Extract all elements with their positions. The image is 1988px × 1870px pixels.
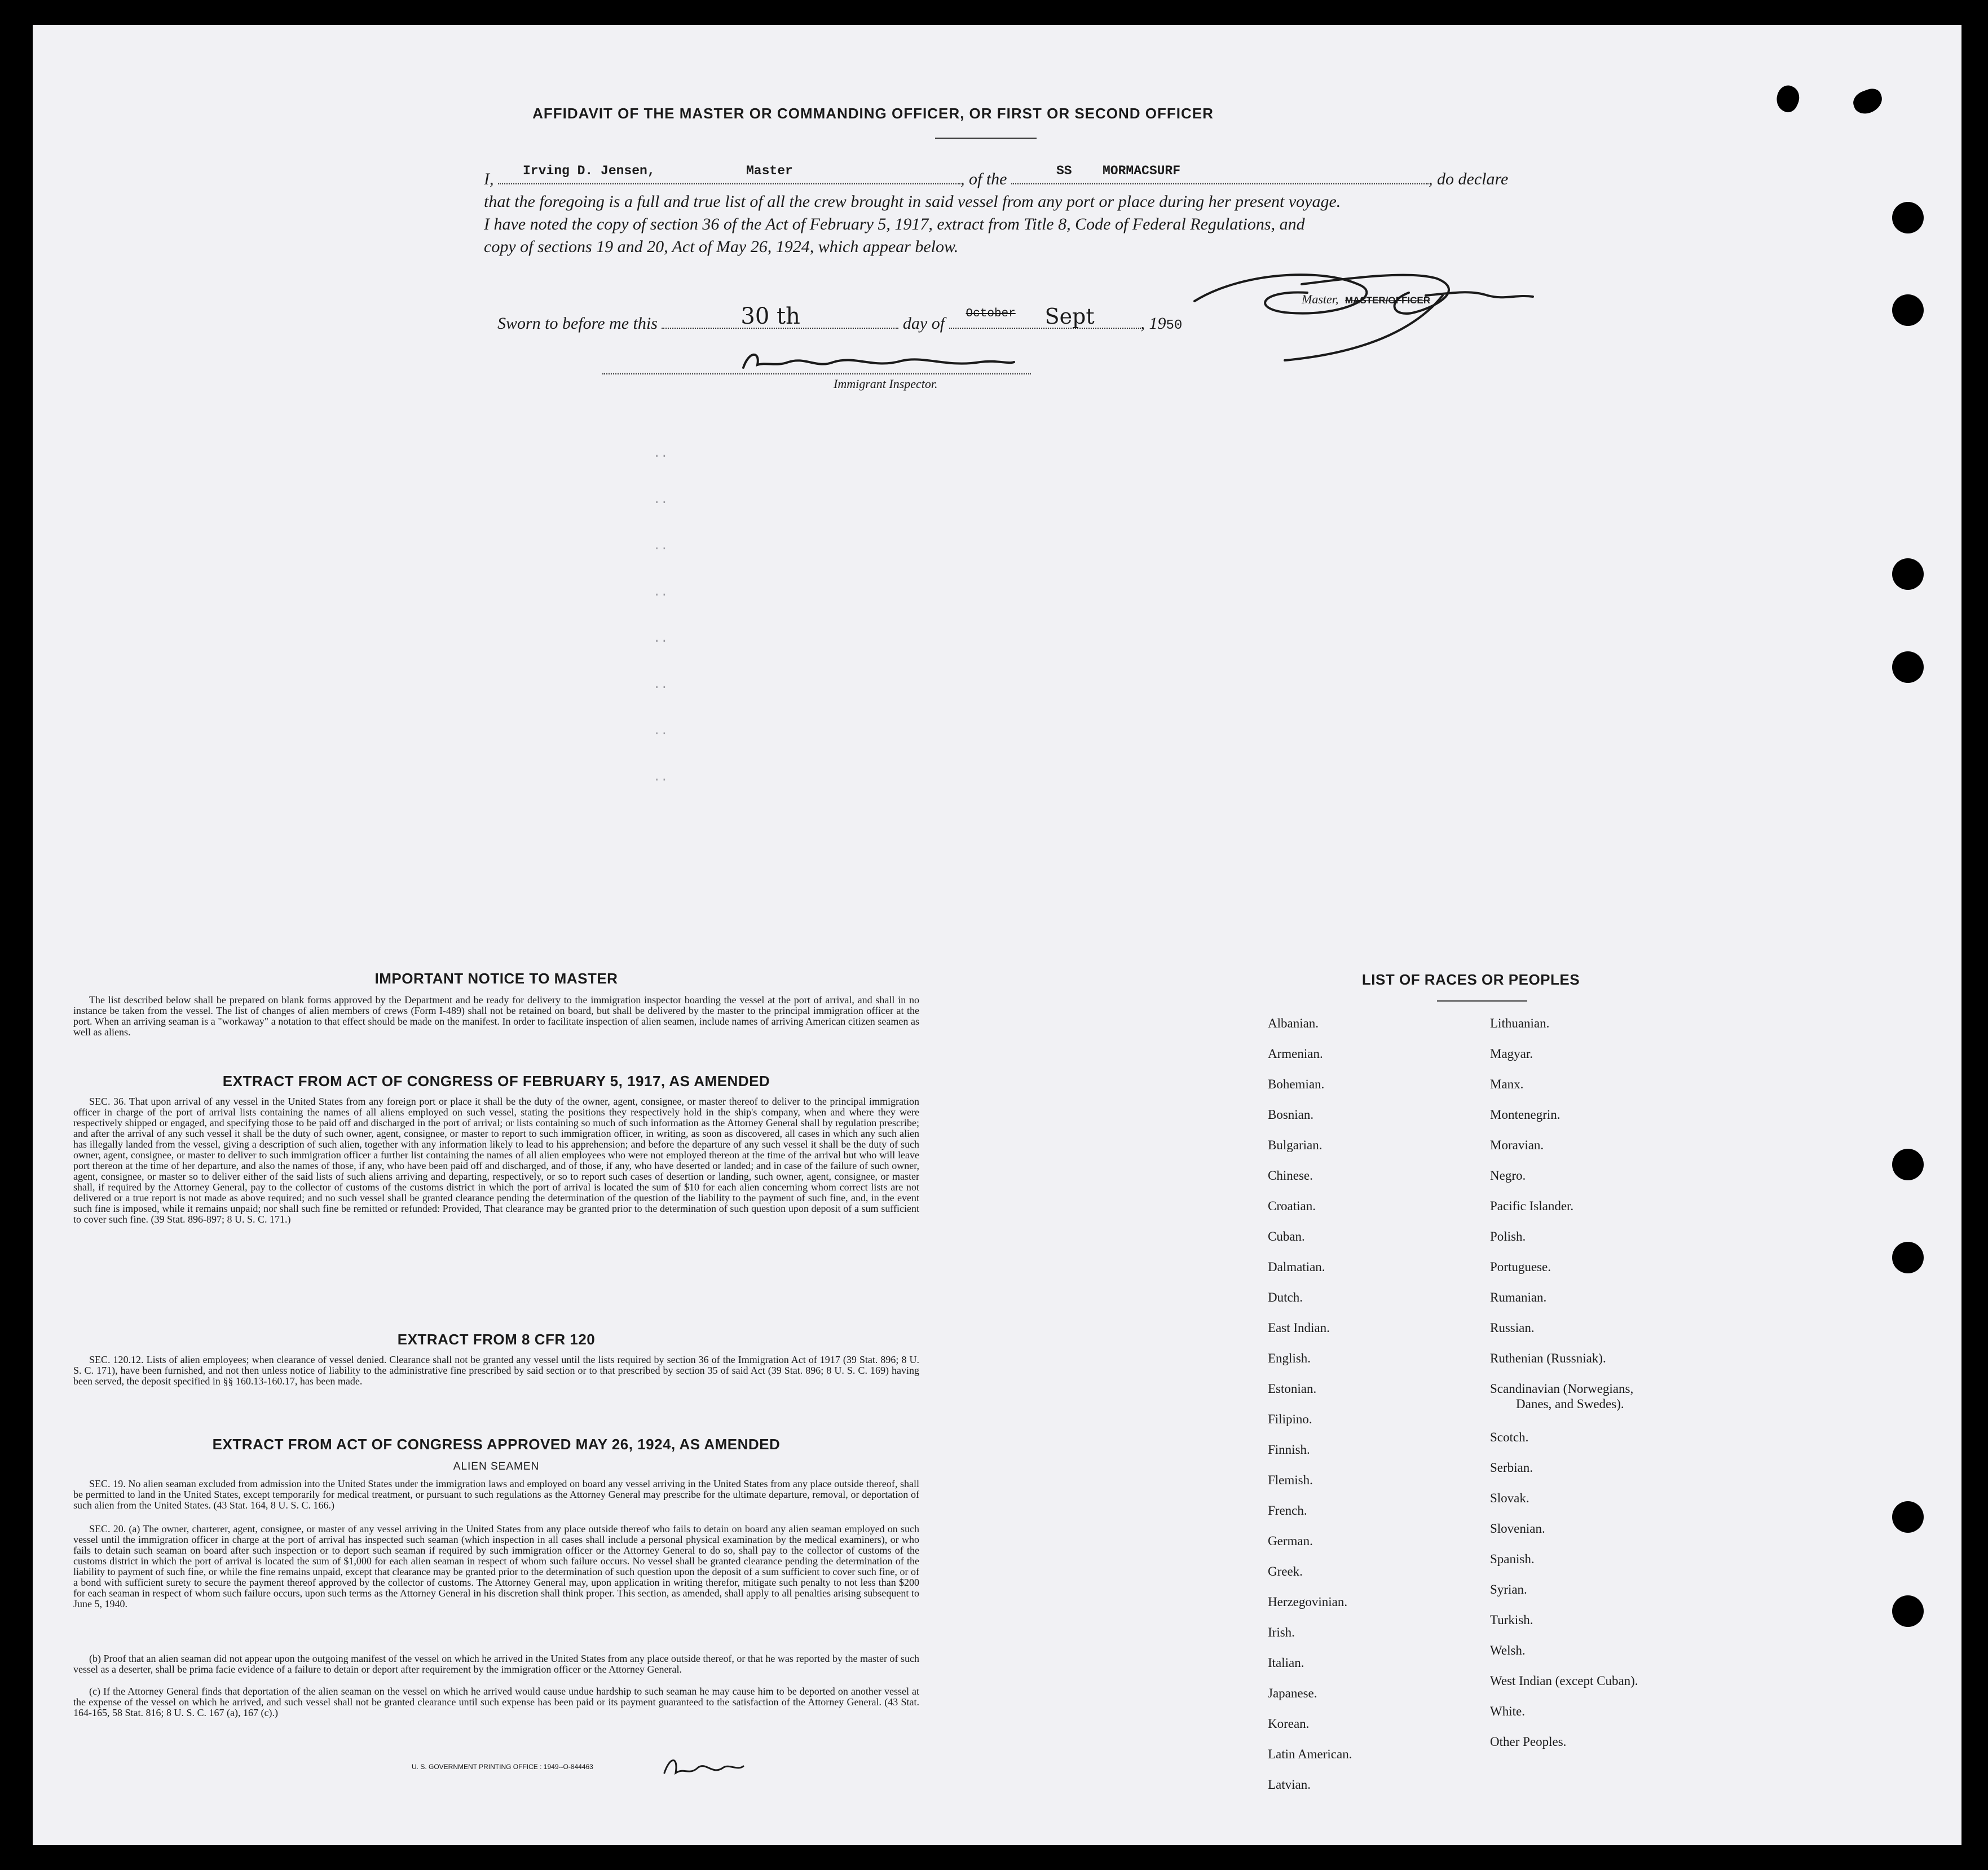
race-item: Filipino. bbox=[1268, 1412, 1312, 1426]
declaration-pronoun: I, bbox=[484, 170, 494, 188]
race-item: Armenian. bbox=[1268, 1047, 1323, 1061]
race-item: West Indian (except Cuban). bbox=[1490, 1674, 1638, 1688]
race-item: White. bbox=[1490, 1704, 1525, 1718]
race-item: Dalmatian. bbox=[1268, 1260, 1325, 1274]
signature-caption bbox=[1302, 292, 1430, 307]
race-item: Greek. bbox=[1268, 1564, 1303, 1578]
race-item: Magyar. bbox=[1490, 1047, 1533, 1061]
extract-8cfr-title: EXTRACT FROM 8 CFR 120 bbox=[397, 1331, 596, 1348]
sworn-label: Sworn to before me this bbox=[497, 314, 658, 333]
vessel-field[interactable] bbox=[1011, 164, 1429, 184]
race-item: Moravian. bbox=[1490, 1138, 1544, 1152]
inspector-caption: Immigrant Inspector. bbox=[834, 377, 938, 391]
race-item: Spanish. bbox=[1490, 1552, 1535, 1566]
vessel-name: MORMACSURF bbox=[1103, 164, 1181, 178]
extract-1924-sec20b: (b) Proof that an alien seaman did not appear upon the outgoing manifest of the vessel on which he arrived in the United States from any place outside thereof, or that he was reported by the master of such vessel as a deserter, shall be prima facie evidence of a failure to detain or deport after requirement by the immigration officer or the Attorney General. bbox=[73, 1653, 919, 1675]
race-item: Finnish. bbox=[1268, 1443, 1310, 1457]
race-item: Bohemian. bbox=[1268, 1077, 1325, 1091]
race-item: Irish. bbox=[1268, 1625, 1295, 1639]
punch-hole bbox=[1892, 294, 1924, 326]
race-item: Italian. bbox=[1268, 1656, 1304, 1670]
of-the-text: , of the bbox=[960, 170, 1007, 188]
ink-blot bbox=[1772, 82, 1804, 116]
race-item: Latvian. bbox=[1268, 1778, 1311, 1792]
races-title-rule bbox=[1437, 1000, 1527, 1002]
race-item: Japanese. bbox=[1268, 1686, 1317, 1700]
year-prefix: , 19 bbox=[1140, 314, 1166, 333]
race-item: Negro. bbox=[1490, 1168, 1526, 1183]
race-item: German. bbox=[1268, 1534, 1313, 1548]
declaration-line-2: that the foregoing is a full and true list of all the crew brought in said vessel from any port or place during her present voyage. bbox=[484, 192, 1341, 211]
race-item: Scandinavian (Norwegians, bbox=[1490, 1382, 1634, 1396]
punch-hole bbox=[1892, 1595, 1924, 1627]
ink-blot bbox=[1850, 86, 1886, 117]
do-declare-text: , do declare bbox=[1429, 170, 1509, 188]
race-item: Korean. bbox=[1268, 1717, 1310, 1731]
race-item: Lithuanian. bbox=[1490, 1016, 1550, 1030]
race-item: Croatian. bbox=[1268, 1199, 1316, 1213]
race-item: Estonian. bbox=[1268, 1382, 1317, 1396]
punch-hole bbox=[1892, 1501, 1924, 1533]
sworn-day-field[interactable] bbox=[662, 303, 898, 329]
declaration-line-3: I have noted the copy of section 36 of the Act of February 5, 1917, extract from Title 8, Code of Federal Regulations, and bbox=[484, 215, 1305, 233]
punch-hole bbox=[1892, 1149, 1924, 1180]
race-item: Slovak. bbox=[1490, 1491, 1529, 1505]
race-item: Ruthenian (Russniak). bbox=[1490, 1351, 1606, 1365]
race-item: Welsh. bbox=[1490, 1643, 1526, 1657]
affidavit-title: AFFIDAVIT OF THE MASTER OR COMMANDING OFFICER, OR FIRST OR SECOND OFFICER bbox=[532, 105, 1214, 122]
extract-1924-title: EXTRACT FROM ACT OF CONGRESS APPROVED MAY 26, 1924, AS AMENDED bbox=[212, 1436, 781, 1453]
race-item: Other Peoples. bbox=[1490, 1735, 1567, 1749]
sworn-day: 30 th bbox=[740, 303, 800, 329]
race-item: Syrian. bbox=[1490, 1582, 1527, 1596]
race-item: Russian. bbox=[1490, 1321, 1535, 1335]
signature-caption-master: Master, bbox=[1302, 292, 1339, 306]
races-right-column bbox=[1490, 1008, 1638, 1757]
races-title: LIST OF RACES OR PEOPLES bbox=[1361, 971, 1580, 988]
race-item: Rumanian. bbox=[1490, 1290, 1547, 1304]
race-item: Cuban. bbox=[1268, 1229, 1305, 1243]
race-item: Flemish. bbox=[1268, 1473, 1313, 1487]
notice-text: The list described below shall be prepared on blank forms approved by the Department and be ready for delivery to the immigration inspector boarding the vessel at the port of arrival, and shall in no instance be taken from the vessel. The list of changes of alien members of crews (Form I-489) shall not be retained on board, but shall be delivered by the master to the principal immigration officer at the port. When an arriving seaman is a "workaway" a notation to that effect should be made on the manifest. In order to facilitate inspection of alien seamen, include names of arriving American citizen seamen as well as aliens. bbox=[73, 994, 919, 1038]
signature-caption-struck: MASTER/OFFICER bbox=[1345, 295, 1430, 306]
notice-title: IMPORTANT NOTICE TO MASTER bbox=[374, 970, 618, 987]
race-item: Manx. bbox=[1490, 1077, 1524, 1091]
extract-1924-subtitle: ALIEN SEAMEN bbox=[453, 1461, 540, 1472]
race-item: Polish. bbox=[1490, 1229, 1526, 1243]
race-item: English. bbox=[1268, 1351, 1311, 1365]
title-rule bbox=[935, 138, 1037, 139]
race-item: Scotch. bbox=[1490, 1430, 1529, 1444]
race-item: Serbian. bbox=[1490, 1461, 1533, 1475]
race-item: Pacific Islander. bbox=[1490, 1199, 1574, 1213]
race-item: Bulgarian. bbox=[1268, 1138, 1323, 1152]
race-item: French. bbox=[1268, 1503, 1307, 1518]
declaration-line-1 bbox=[484, 164, 1555, 191]
race-item: Slovenian. bbox=[1490, 1521, 1545, 1536]
extract-8cfr-text: SEC. 120.12. Lists of alien employees; when clearance of vessel denied. Clearance shall not be granted any vessel until the lists required by section 36 of the Immigration Act of 1917 (39 Stat. 896; 8 U. S. C. 171), have been furnished, and not then unless notice of liability to the administrative fine prescribed by said section or to that prescribed by section 35 of said Act (39 Stat. 896; 8 U. S. C. 169) having been served, the deposit specified in §§ 160.13-160.17, has been made. bbox=[73, 1354, 919, 1387]
race-item: Albanian. bbox=[1268, 1016, 1319, 1030]
sworn-month-field[interactable] bbox=[949, 304, 1141, 329]
handwritten-mark bbox=[659, 1750, 749, 1784]
vessel-prefix: SS bbox=[1056, 164, 1072, 178]
master-name: Irving D. Jensen, bbox=[523, 164, 655, 178]
race-item: Herzegovinian. bbox=[1268, 1595, 1348, 1609]
inspector-signature-rule bbox=[602, 373, 1031, 374]
extract-1924-sec20c: (c) If the Attorney General finds that deportation of the alien seaman on the vessel on which he arrived would cause undue hardship to such seaman he may cause him to be deported on another vessel at the expense of the vessel on which he arrived, and such vessel shall not be granted clearance until such expense has been paid or its payment guaranteed to the satisfaction of the Attorney General. (43 Stat. 164-165, 58 Stat. 816; 8 U. S. C. 167 (a), 167 (c).) bbox=[73, 1686, 919, 1718]
punch-hole bbox=[1892, 202, 1924, 233]
extract-1924-sec19: SEC. 19. No alien seaman excluded from admission into the United States under the immigration laws and employed on board any vessel arriving in the United States from any place outside thereof, shall be permitted to land in the United States, except temporarily for medical treatment, or pursuant to such regulations as the Attorney General may prescribe for the ultimate departure, removal, or deportation of such alien from the United States. (43 Stat. 164, 8 U. S. C. 166.) bbox=[73, 1478, 919, 1511]
master-rank: Master bbox=[746, 164, 793, 178]
extract-1917-text: SEC. 36. That upon arrival of any vessel in the United States from any foreign port or place it shall be the duty of the owner, agent, consignee, or master thereof to deliver to the principal immigration officer in charge of the port of arrival lists containing the names of all aliens employed on such vessel, stating the positions they respectively hold in the ship's company, when and where they were respectively shipped or engaged, and specifying those to be paid off and discharged in the port of arrival; or lists containing so much of such information as the Attorney General shall by regulation prescribe; and after the arrival of any such vessel it shall be the duty of such owner, agent, consignee, or master to report to such immigration officer, in writing, as soon as discovered, all cases in which any such alien has illegally landed from the vessel, giving a description of such alien, together with any information likely to lead to his apprehension; and before the departure of any such vessel it shall be the duty of such owner, agent, consignee, or master to deliver to such immigration officer a further list containing the names of all alien employees who were not employed thereon at the time of the arrival but who will leave port thereon at the time of her departure, and also the names of those, if any, who have been paid off and discharged, and of those, if any, who have deserted or landed; and in case of the failure of such owner, agent, consignee, or master so to deliver either of the said lists of such aliens arriving and departing, respectively, or so to report such cases of desertion or landing, such owner, agent, consignee, or master shall, if required by the Attorney General, pay to the collector of customs of the customs district in which the port of arrival is located the sum of $10 for each alien concerning whom correct lists are not delivered or a true report is not made as above required; and no such vessel shall be granted clearance pending the determination of the question of the liability to the payment of such fine, and, in the event such fine is imposed, while it remains unpaid; nor shall such fine be remitted or refunded: Provided, That clearance may be granted prior to the determination of such question upon deposit of a sum sufficient to cover such fine. (39 Stat. 896-897; 8 U. S. C. 171.) bbox=[73, 1096, 919, 1225]
gpo-footer: U. S. GOVERNMENT PRINTING OFFICE : 1949--O-844463 bbox=[412, 1763, 593, 1771]
master-name-field[interactable] bbox=[498, 164, 960, 184]
race-item: Latin American. bbox=[1268, 1747, 1352, 1761]
race-item: Chinese. bbox=[1268, 1168, 1313, 1183]
race-item: Turkish. bbox=[1490, 1613, 1533, 1627]
race-item: East Indian. bbox=[1268, 1321, 1330, 1335]
day-of-label: day of bbox=[902, 314, 945, 333]
race-item: Portuguese. bbox=[1490, 1260, 1551, 1274]
sworn-line bbox=[497, 303, 1343, 337]
year-suffix: 50 bbox=[1166, 318, 1183, 333]
sworn-month-struck: October bbox=[966, 307, 1016, 320]
race-item: Montenegrin. bbox=[1490, 1108, 1561, 1122]
punch-hole bbox=[1892, 651, 1924, 683]
race-item: Danes, and Swedes). bbox=[1516, 1397, 1624, 1411]
document-sheet bbox=[33, 25, 1961, 1845]
sworn-month: Sept bbox=[1044, 304, 1095, 329]
bleed-through-marks: .. .. .. .. .. .. .. .. bbox=[653, 447, 668, 784]
races-left-column bbox=[1268, 1008, 1352, 1800]
race-item: Bosnian. bbox=[1268, 1108, 1314, 1122]
punch-hole bbox=[1892, 558, 1924, 590]
declaration-line-4: copy of sections 19 and 20, Act of May 26, 1924, which appear below. bbox=[484, 237, 959, 256]
punch-hole bbox=[1892, 1242, 1924, 1273]
race-item: Dutch. bbox=[1268, 1290, 1303, 1304]
extract-1917-title: EXTRACT FROM ACT OF CONGRESS OF FEBRUARY 5, 1917, AS AMENDED bbox=[222, 1073, 770, 1090]
extract-1924-sec20a: SEC. 20. (a) The owner, charterer, agent, consignee, or master of any vessel arriving in the United States from any place outside thereof who fails to detain on board any alien seaman employed on such vessel until the immigration officer in charge at the port of arrival has inspected such seaman (which inspection in all cases shall include a personal physical examination by the medical examiners), or who fails to detain such seaman on board after such inspection or to deport such seaman if required by such immigration officer or the Attorney General to do so, shall pay to the collector of customs of the customs district in which the port of arrival is located the sum of $1,000 for each alien seaman in respect of whom such failure occurs. No vessel shall be granted clearance pending the determination of the liability to payment of such fine, or while the fine remains unpaid, except that clearance may be granted prior to the determination of such question upon the deposit of a sum sufficient to cover such fine, or of a bond with sufficient surety to secure the payment thereof approved by the collector of customs. The Attorney General may, upon application in writing therefor, mitigate such penalty to not less than $200 for each seaman in respect of whom such failure occurs, upon such terms as the Attorney General in his discretion shall think proper. This section, as amended, shall apply to all penalties arising subsequent to June 5, 1940. bbox=[73, 1523, 919, 1609]
